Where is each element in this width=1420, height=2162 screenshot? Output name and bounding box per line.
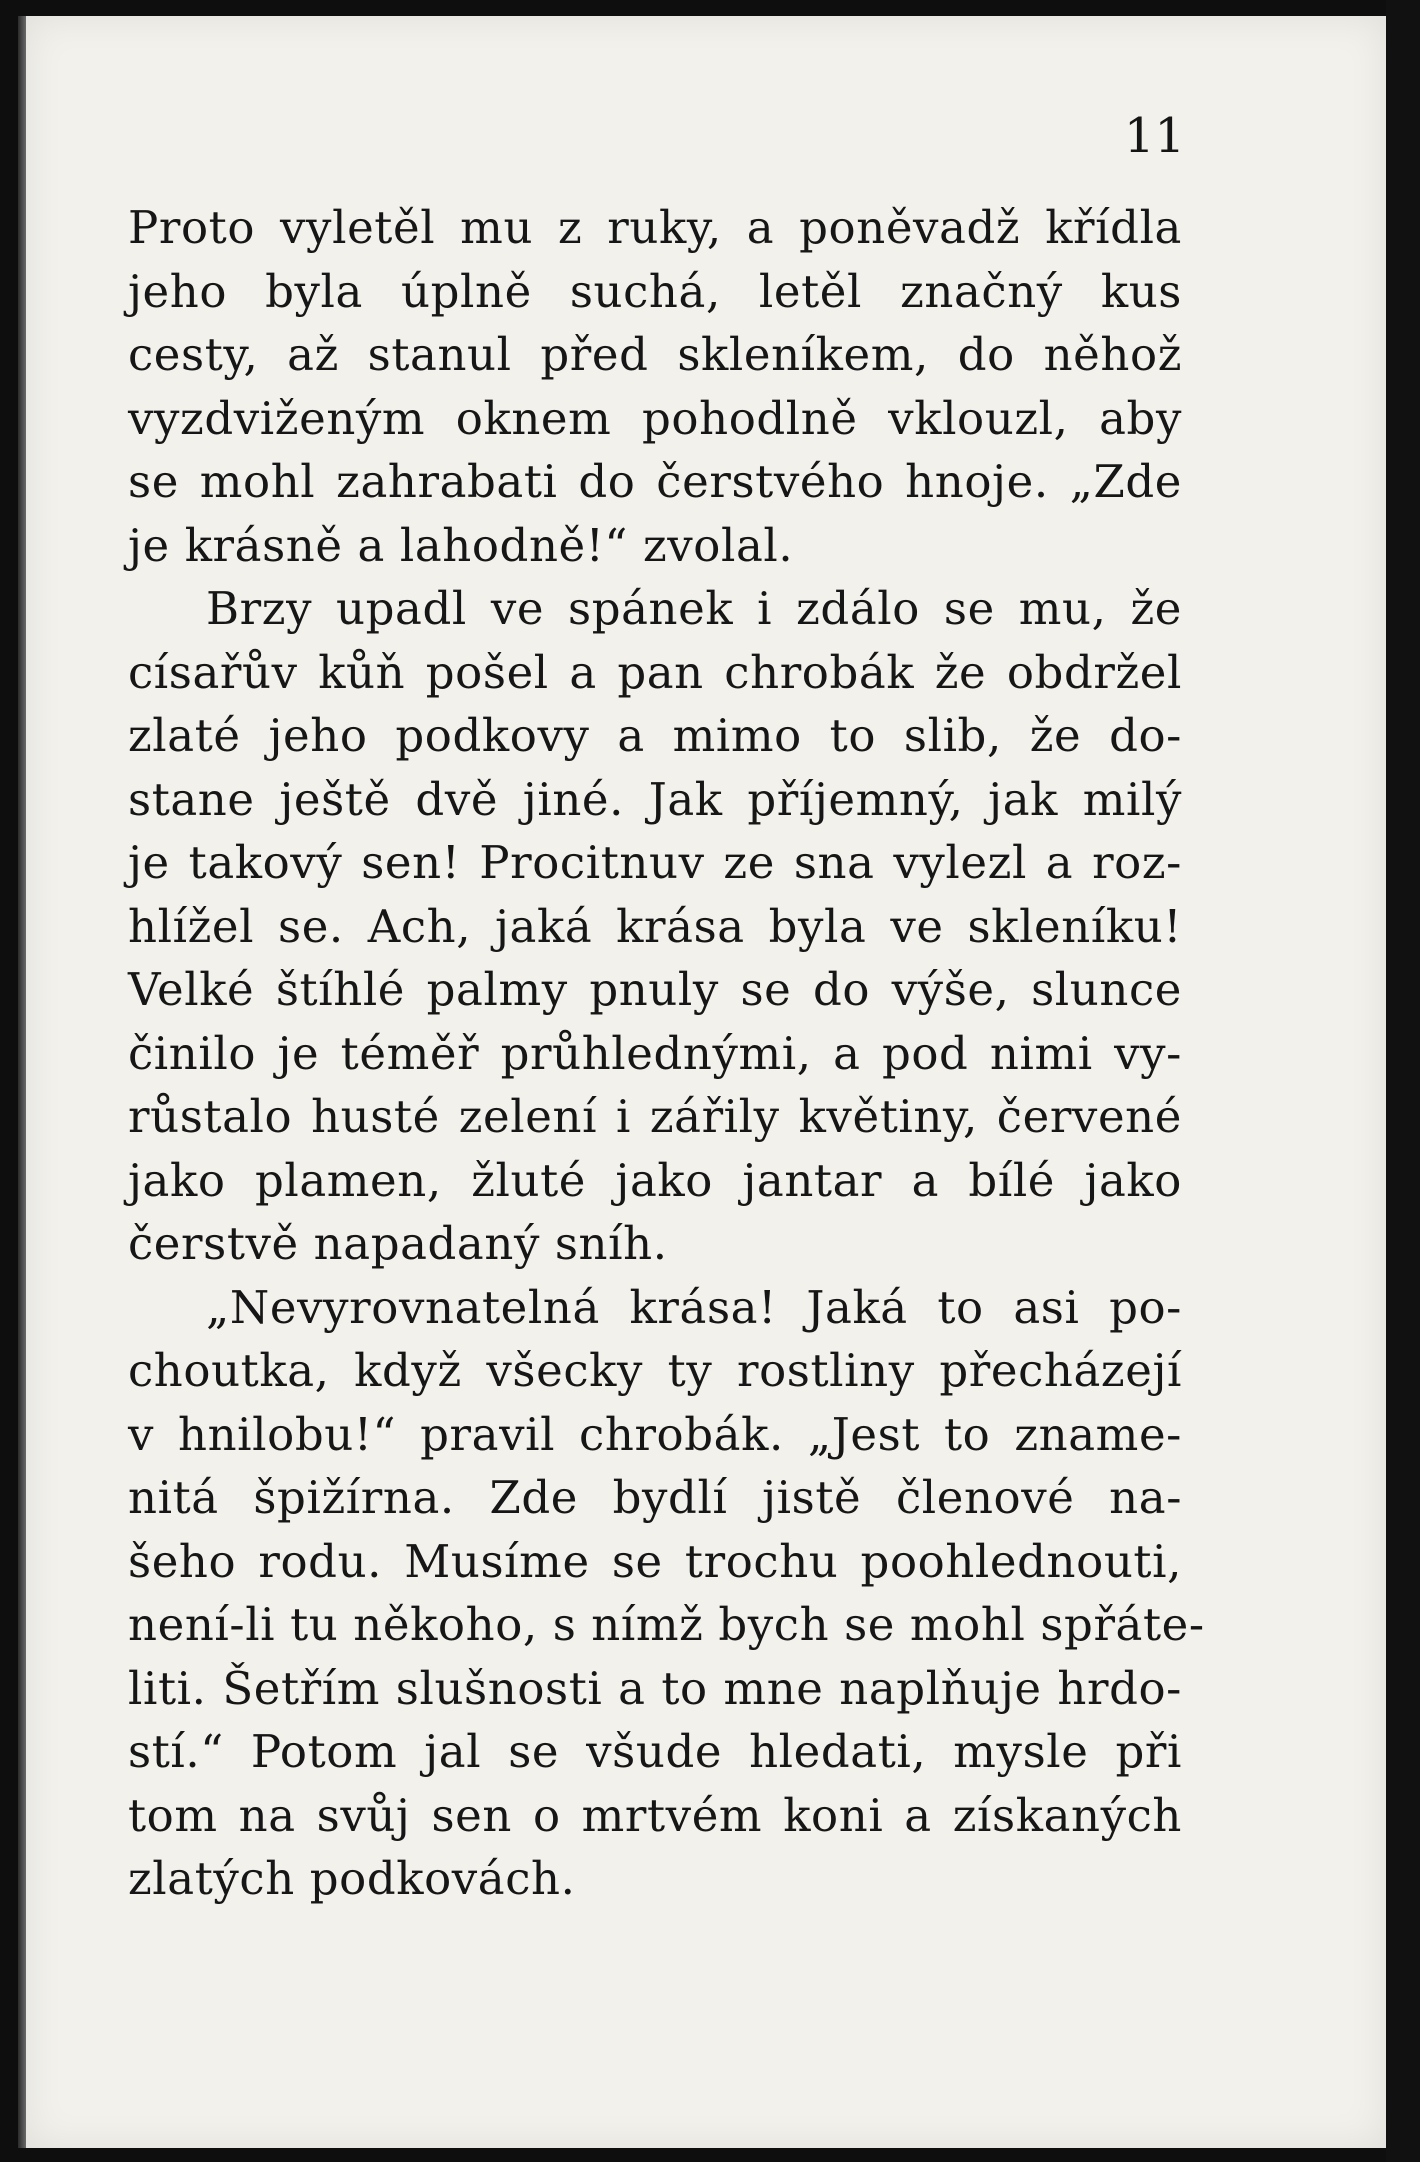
text-line: jeho byla úplně suchá, letěl značný kus (128, 264, 1182, 318)
text-line: jako plamen, žluté jako jantar a bílé jako (128, 1153, 1182, 1207)
text-line: tom na svůj sen o mrtvém koni a získaných (128, 1788, 1182, 1842)
text-line: cesty, až stanul před skleníkem, do něhož (128, 328, 1182, 381)
text-line: zlatých podkovách. (128, 1852, 576, 1905)
body-text (128, 196, 1205, 1911)
text-line: Proto vyletěl mu z ruky, a poněvadž křídla (128, 201, 1182, 254)
scan-right-border (1386, 0, 1420, 2162)
text-line: nitá špižírna. Zde bydlí jistě členové na- (128, 1471, 1182, 1524)
text-line: v hnilobu!“ pravil chrobák. „Jest to zname- (128, 1407, 1182, 1461)
text-line: není-li tu někoho, s nímž bych se mohl spřáte- (128, 1598, 1205, 1651)
text-line: je takový sen! Procitnuv ze sna vylezl a roz- (128, 836, 1182, 889)
text-line: zlaté jeho podkovy a mimo to slib, že do- (128, 709, 1182, 762)
page-binding-edge (18, 16, 26, 2148)
text-line: se mohl zahrabati do čerstvého hnoje. „Zde (128, 455, 1182, 508)
text-line: „Nevyrovnatelná krása! Jaká to asi po- (206, 1280, 1182, 1334)
text-line: čerstvě napadaný sníh. (128, 1217, 668, 1270)
text-line: hlížel se. Ach, jaká krása byla ve skleníku! (128, 899, 1182, 953)
text-line: růstalo husté zelení i zářily květiny, červené (128, 1090, 1182, 1143)
text-line: stí.“ Potom jal se všude hledati, mysle při (128, 1725, 1182, 1778)
text-line: činilo je téměř průhlednými, a pod nimi vy- (128, 1026, 1182, 1080)
text-line: císařův kůň pošel a pan chrobák že obdržel (128, 645, 1182, 699)
text-line: vyzdviženým oknem pohodlně vklouzl, aby (128, 391, 1182, 445)
text-line: Brzy upadl ve spánek i zdálo se mu, že (206, 582, 1182, 635)
page-number: 11 (1124, 108, 1186, 164)
text-line: choutka, když všecky ty rostliny přecházejí (128, 1344, 1182, 1397)
text-line: šeho rodu. Musíme se trochu poohlednouti, (128, 1534, 1182, 1588)
text-line: je krásně a lahodně!“ zvolal. (128, 518, 794, 572)
text-line: Velké štíhlé palmy pnuly se do výše, slunce (128, 963, 1182, 1016)
text-line: stane ještě dvě jiné. Jak příjemný, jak milý (128, 772, 1182, 826)
text-line: liti. Šetřím slušnosti a to mne naplňuje hrdo- (128, 1661, 1182, 1715)
